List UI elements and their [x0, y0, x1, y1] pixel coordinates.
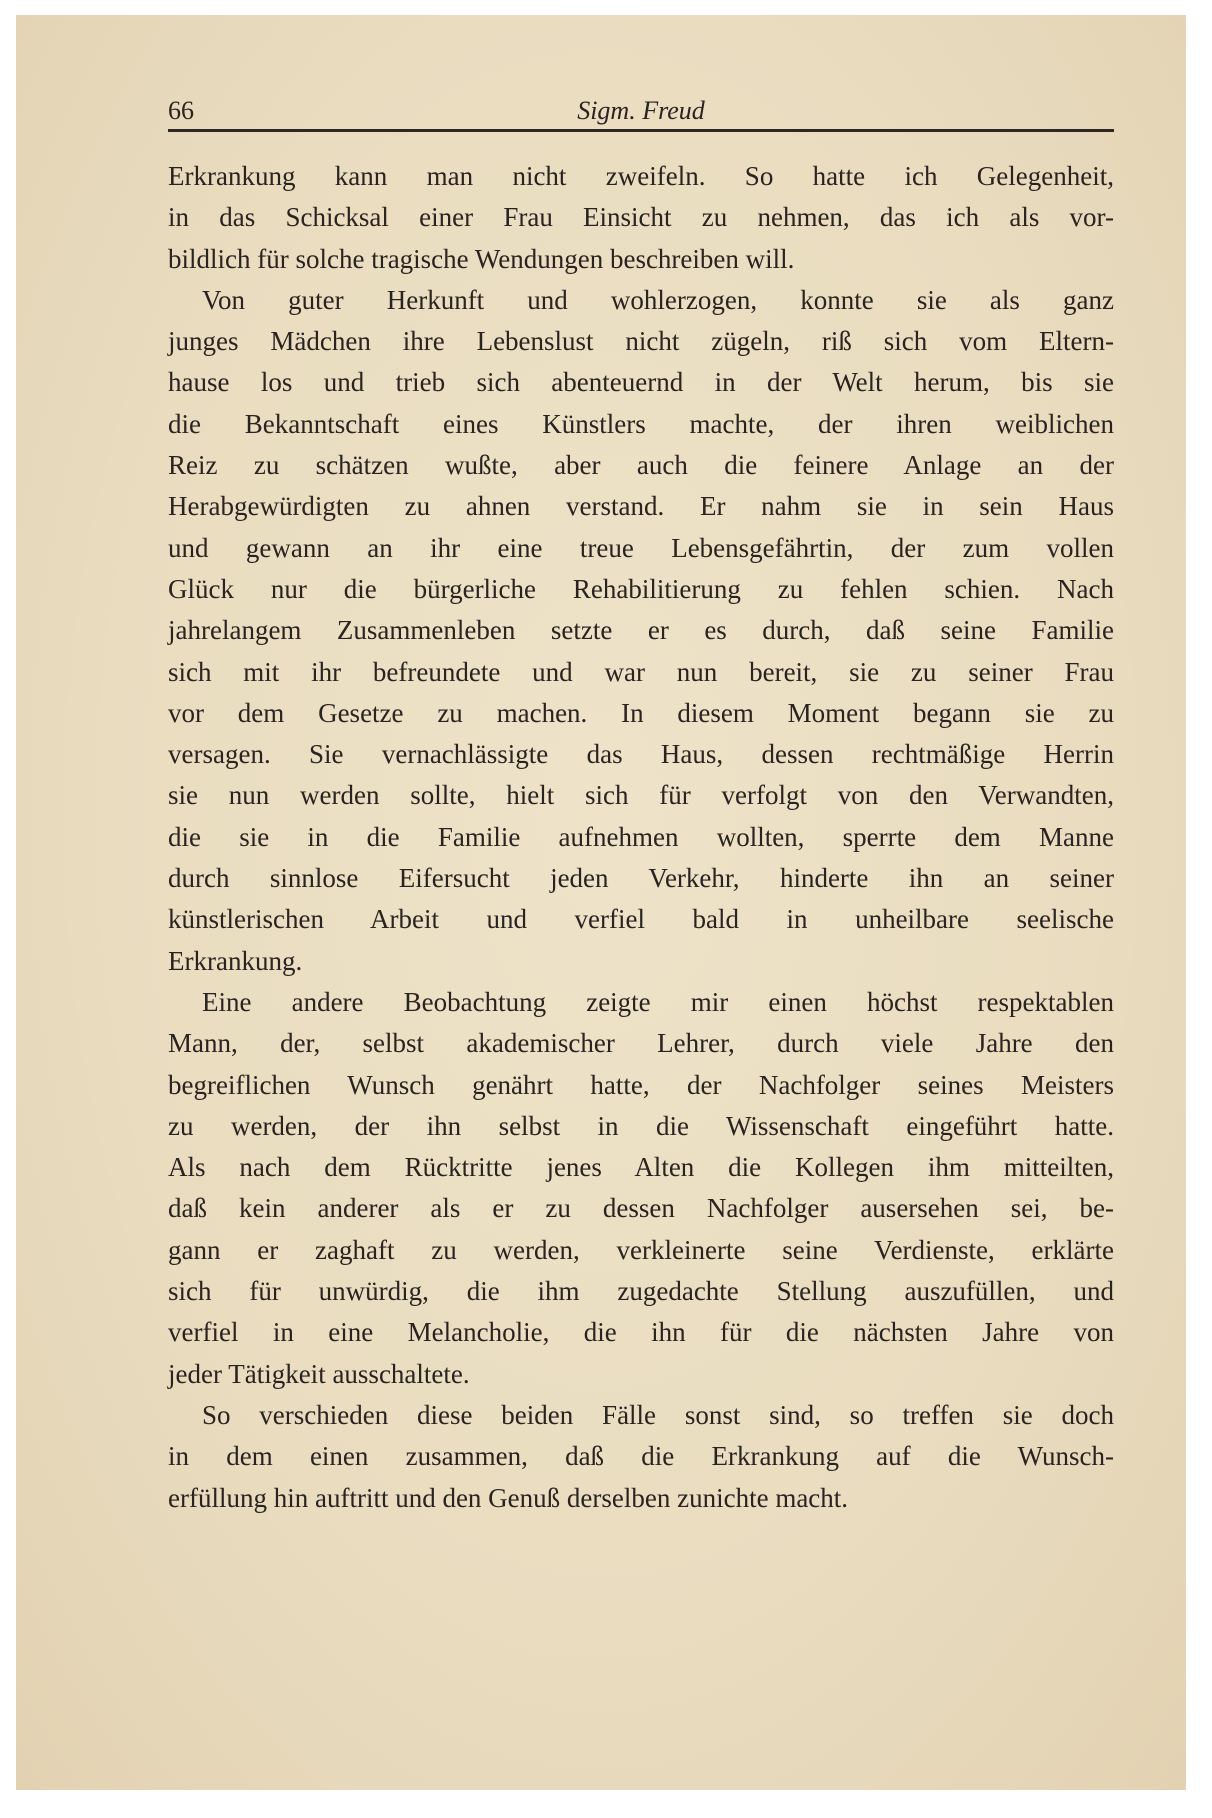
page-number: 66 [168, 96, 194, 125]
text-line: und gewann an ihr eine treue Lebensgefährtin, der zum vollen [168, 532, 1114, 563]
text-line: in das Schicksal einer Frau Einsicht zu nehmen, das ich als vor- [168, 202, 1114, 233]
paragraph [168, 982, 1114, 1395]
text-line: daß kein anderer als er zu dessen Nachfolger ausersehen sei, be- [168, 1193, 1114, 1224]
page-header [168, 96, 1114, 130]
paragraph [168, 1395, 1114, 1519]
text-line: Als nach dem Rücktritte jenes Alten die Kollegen ihm mitteilten, [168, 1152, 1114, 1183]
body-text [168, 156, 1114, 1519]
text-line: junges Mädchen ihre Lebenslust nicht zügeln, riß sich vom Eltern- [168, 326, 1114, 357]
text-line: künstlerischen Arbeit und verfiel bald in unheilbare seelische [168, 904, 1114, 935]
text-line: gann er zaghaft zu werden, verkleinerte seine Verdienste, erklärte [168, 1234, 1114, 1265]
text-line: in dem einen zusammen, daß die Erkrankung auf die Wunsch- [168, 1441, 1114, 1472]
text-line: jeder Tätigkeit ausschaltete. [168, 1358, 470, 1389]
text-line: die sie in die Familie aufnehmen wollten, sperrte dem Manne [168, 821, 1114, 852]
text-line: erfüllung hin auftritt und den Genuß derselben zunichte macht. [168, 1482, 849, 1513]
text-line: So verschieden diese beiden Fälle sonst sind, so treffen sie doch [202, 1399, 1114, 1430]
text-line: Reiz zu schätzen wußte, aber auch die feinere Anlage an der [168, 450, 1114, 481]
text-line: durch sinnlose Eifersucht jeden Verkehr, hinderte ihn an seiner [168, 863, 1114, 894]
text-line: Erkrankung. [168, 945, 303, 976]
text-line: sich für unwürdig, die ihm zugedachte Stellung auszufüllen, und [168, 1276, 1114, 1307]
text-line: bildlich für solche tragische Wendungen beschreiben will. [168, 243, 795, 274]
header-rule [168, 129, 1114, 132]
text-line: vor dem Gesetze zu machen. In diesem Moment begann sie zu [168, 697, 1114, 728]
text-line: zu werden, der ihn selbst in die Wissenschaft eingeführt hatte. [168, 1110, 1114, 1141]
text-line: die Bekanntschaft eines Künstlers machte, der ihren weiblichen [168, 408, 1114, 439]
text-line: hause los und trieb sich abenteuernd in der Welt herum, bis sie [168, 367, 1114, 398]
text-line: Mann, der, selbst akademischer Lehrer, durch viele Jahre den [168, 1028, 1114, 1059]
text-line: Herabgewürdigten zu ahnen verstand. Er nahm sie in sein Haus [168, 491, 1114, 522]
text-line: jahrelangem Zusammenleben setzte er es durch, daß seine Familie [168, 615, 1114, 646]
paragraph [168, 280, 1114, 982]
running-title: Sigm. Freud [577, 96, 705, 125]
text-line: Eine andere Beobachtung zeigte mir einen höchst respektablen [202, 986, 1114, 1017]
text-line: begreiflichen Wunsch genährt hatte, der Nachfolger seines Meisters [168, 1069, 1114, 1100]
text-line: Von guter Herkunft und wohlerzogen, konnte sie als ganz [202, 284, 1114, 315]
text-line: Erkrankung kann man nicht zweifeln. So hatte ich Gelegenheit, [168, 161, 1114, 191]
paragraph [168, 156, 1114, 280]
text-line: sie nun werden sollte, hielt sich für verfolgt von den Verwandten, [168, 780, 1114, 811]
text-line: verfiel in eine Melancholie, die ihn für die nächsten Jahre von [168, 1317, 1114, 1348]
text-line: versagen. Sie vernachlässigte das Haus, dessen rechtmäßige Herrin [168, 739, 1114, 770]
text-line: sich mit ihr befreundete und war nun bereit, sie zu seiner Frau [168, 656, 1114, 687]
text-line: Glück nur die bürgerliche Rehabilitierung zu fehlen schien. Nach [168, 573, 1114, 604]
